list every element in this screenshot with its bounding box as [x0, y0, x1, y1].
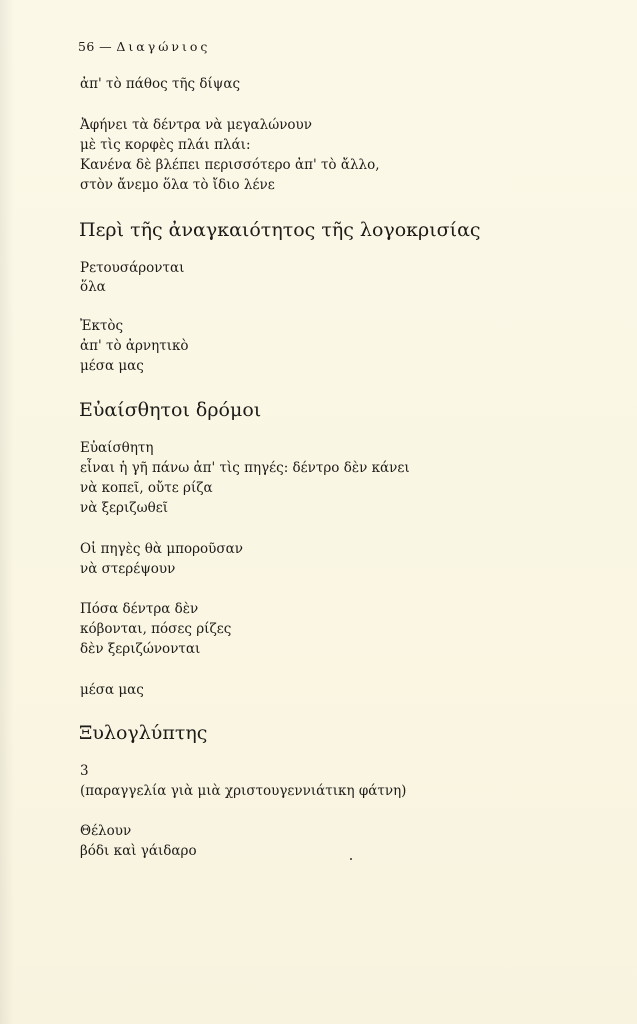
poem-line: ὅλα	[80, 279, 106, 295]
poem-line: κόβονται, πόσες ρίζες	[80, 621, 232, 637]
running-title: Διαγώνιος	[116, 39, 211, 54]
poem-line: Εὐαίσθητη	[80, 440, 154, 456]
poem-title: Εὐαίσθητοι δρόμοι	[79, 399, 262, 421]
poem-line: νὰ στερέψουν	[80, 561, 176, 577]
poem-line: 3	[80, 763, 89, 779]
poem-line: βόδι καὶ γάιδαρο	[80, 843, 197, 859]
poem-line: στὸν ἄνεμο ὅλα τὸ ἴδιο λένε	[80, 177, 275, 193]
poem-line: (παραγγελία γιὰ μιὰ χριστουγεννιάτικη φάτνη)	[80, 783, 407, 799]
poem-line: ἀπ' τὸ πάθος τῆς δίψας	[80, 76, 241, 92]
poem-line: εἶναι ἡ γῆ πάνω ἀπ' τὶς πηγές: δέντρο δὲν κάνει	[80, 460, 410, 476]
print-speck	[350, 858, 352, 860]
poem-line: Πόσα δέντρα δὲν	[80, 601, 199, 617]
poem-line: Κανένα δὲ βλέπει περισσότερο ἀπ' τὸ ἄλλο,	[80, 157, 380, 173]
poem-line: Ρετουσάρονται	[80, 260, 185, 276]
page-number: 56	[78, 39, 95, 54]
header-dash: —	[99, 39, 112, 54]
page-edge-shadow	[0, 0, 14, 1024]
poem-line: νὰ κοπεῖ, οὔτε ρίζα	[80, 480, 213, 496]
poem-line: ἀπ' τὸ ἀρνητικὸ	[80, 338, 189, 354]
poem-line: μέσα μας	[80, 358, 144, 374]
running-header	[78, 39, 210, 54]
poem-line: Οἱ πηγὲς θὰ μποροῦσαν	[80, 541, 243, 557]
poem-line: μὲ τὶς κορφὲς πλάι πλάι:	[80, 137, 251, 153]
poem-title: Ξυλογλύπτης	[79, 722, 208, 744]
poem-line: δὲν ξεριζώνονται	[80, 641, 201, 657]
poem-line: μέσα μας	[80, 682, 144, 698]
poem-title: Περὶ τῆς ἀναγκαιότητος τῆς λογοκρισίας	[79, 219, 481, 241]
poem-line: νὰ ξεριζωθεῖ	[80, 500, 169, 516]
poem-line: Θέλουν	[80, 823, 132, 839]
poem-line: Ἀφήνει τὰ δέντρα νὰ μεγαλώνουν	[80, 117, 312, 133]
poem-line: Ἐκτὸς	[80, 318, 124, 334]
